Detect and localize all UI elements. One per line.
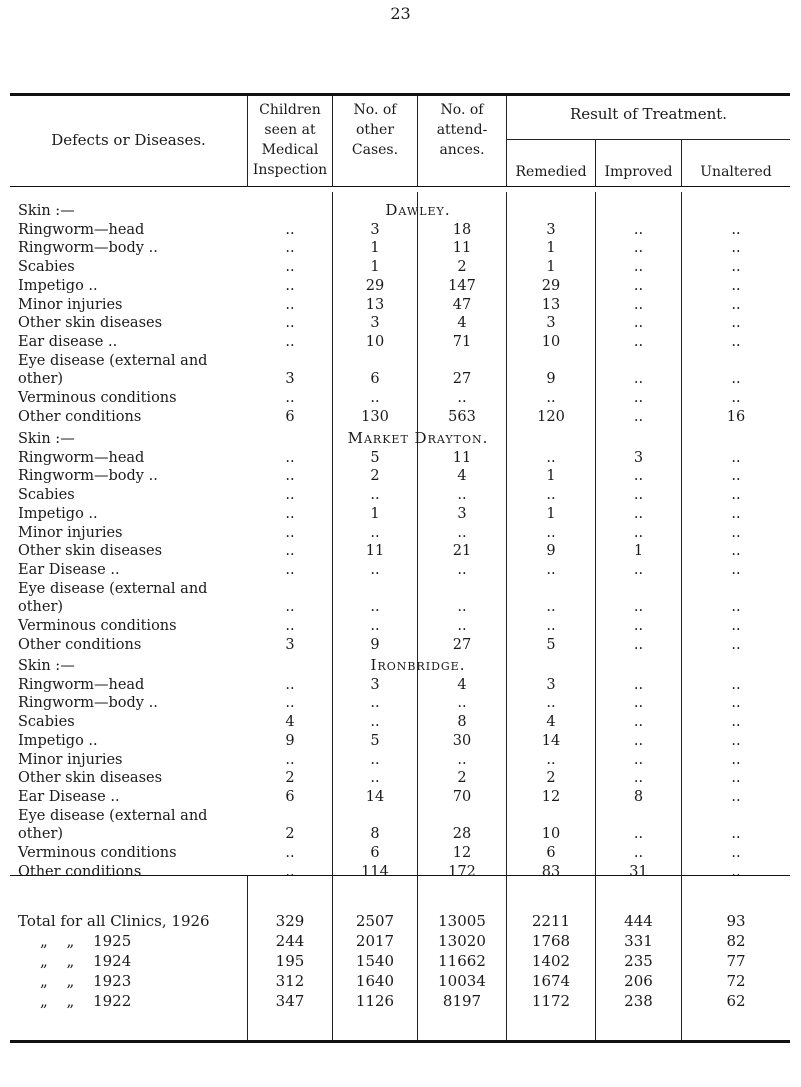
table-cell: 8: [457, 714, 467, 731]
row-label: Eye disease (external and: [18, 352, 208, 369]
table-cell: ..: [285, 468, 295, 485]
table-cell: ..: [633, 714, 644, 731]
total-cell: 1640: [355, 972, 395, 990]
table-cell: ..: [731, 315, 741, 332]
table-cell: 9: [546, 543, 556, 560]
total-cell: 1172: [531, 992, 571, 1010]
section-place-heading: Dawley.: [385, 201, 451, 219]
table-cell: 1: [546, 468, 556, 485]
table-cell: ..: [633, 845, 644, 861]
table-cell: 9: [285, 732, 295, 749]
table-cell: 1: [546, 505, 556, 522]
total-cell: 329: [275, 912, 305, 930]
table-cell: 6: [285, 408, 295, 425]
row-label: Ear Disease ..: [18, 561, 120, 578]
table-cell: ..: [546, 599, 556, 616]
table-cell: ..: [633, 390, 644, 406]
header-rule: [10, 186, 790, 187]
table-cell: ..: [731, 618, 741, 634]
row-label: Scabies: [18, 259, 75, 276]
total-row-label: Total for all Clinics, 1926: [18, 912, 210, 930]
total-cell: 206: [624, 972, 653, 990]
total-cell: 2017: [355, 932, 395, 950]
table-cell: ..: [546, 751, 556, 768]
table-cell: 3: [285, 636, 295, 653]
total-cell: 62: [726, 992, 746, 1010]
table-cell: ..: [457, 751, 467, 768]
table-cell: ..: [285, 240, 295, 257]
total-cell: 1768: [531, 932, 571, 950]
table-cell: ..: [731, 449, 741, 466]
table-cell: 2: [285, 770, 295, 787]
table-cell: 27: [452, 371, 472, 388]
row-label: Other conditions: [18, 408, 142, 425]
row-label: other): [18, 371, 64, 388]
row-label: Other skin diseases: [18, 315, 163, 332]
table-cell: 6: [370, 371, 380, 388]
total-cell: 331: [624, 932, 653, 950]
total-cell: 13020: [438, 932, 486, 950]
table-cell: ..: [731, 296, 741, 313]
table-cell: 70: [452, 788, 472, 805]
table-cell: ..: [633, 618, 644, 634]
table-cell: 114: [361, 863, 389, 880]
table-cell: ..: [731, 845, 741, 861]
row-label: Ringworm—body ..: [18, 695, 158, 712]
table-cell: 14: [541, 732, 561, 749]
total-cell: 1126: [355, 992, 395, 1010]
table-cell: 13: [541, 296, 561, 313]
table-cell: 9: [546, 371, 556, 388]
table-cell: ..: [731, 826, 741, 843]
table-cell: ..: [633, 561, 644, 578]
table-cell: 28: [452, 826, 472, 843]
total-cell: 8197: [442, 992, 482, 1010]
table-cell: ..: [633, 240, 644, 257]
table-cell: ..: [633, 259, 644, 276]
total-cell: 13005: [438, 912, 486, 930]
row-label: Verminous conditions: [18, 390, 177, 406]
table-cell: ..: [731, 240, 741, 257]
table-cell: ..: [457, 695, 467, 712]
row-label: Other skin diseases: [18, 543, 163, 560]
table-cell: 16: [726, 408, 746, 425]
table-cell: ..: [457, 618, 467, 634]
table-cell: ..: [370, 524, 380, 541]
result-subrule: [506, 139, 790, 140]
table-cell: ..: [285, 676, 295, 693]
row-label: Ear Disease ..: [18, 788, 120, 805]
table-cell: ..: [731, 221, 741, 238]
header-unaltered: Unaltered: [700, 164, 772, 180]
table-cell: ..: [546, 390, 556, 406]
table-cell: 3: [370, 221, 380, 238]
total-cell: 444: [624, 912, 653, 930]
table-cell: ..: [285, 449, 295, 466]
total-cell: 235: [624, 952, 653, 970]
table-cell: ..: [633, 676, 644, 693]
header-improved: Improved: [604, 164, 673, 180]
total-cell: 11662: [438, 952, 486, 970]
table-cell: 11: [452, 449, 472, 466]
table-cell: ..: [731, 543, 741, 560]
row-label: Scabies: [18, 487, 75, 504]
table-cell: ..: [633, 636, 644, 653]
total-cell: 238: [624, 992, 653, 1010]
page-number: 23: [390, 4, 411, 23]
table-cell: ..: [731, 788, 741, 805]
table-cell: ..: [370, 390, 380, 406]
table-cell: ..: [370, 561, 380, 578]
table-cell: ..: [285, 315, 295, 332]
table-cell: 30: [452, 732, 472, 749]
table-cell: ..: [633, 221, 644, 238]
table-cell: 14: [365, 788, 385, 805]
table-cell: ..: [370, 695, 380, 712]
row-label: Ringworm—body ..: [18, 468, 158, 485]
table-cell: 3: [546, 676, 556, 693]
table-cell: ..: [285, 863, 295, 880]
table-cell: 83: [541, 863, 561, 880]
row-label: Impetigo ..: [18, 277, 98, 294]
table-cell: 3: [546, 315, 556, 332]
row-label: Ear disease ..: [18, 333, 118, 350]
table-cell: 21: [452, 543, 472, 560]
table-cell: ..: [731, 524, 741, 541]
header-children: Children seen at Medical Inspection: [252, 102, 328, 178]
total-cell: 1540: [355, 952, 395, 970]
header-attendances: No. of attend- ances.: [436, 102, 488, 158]
row-label: other): [18, 826, 64, 843]
total-cell: 82: [726, 932, 746, 950]
table-cell: ..: [285, 333, 295, 350]
table-cell: 12: [541, 788, 561, 805]
table-cell: ..: [285, 543, 295, 560]
row-label: Verminous conditions: [18, 618, 177, 634]
bottom-rule: [10, 1040, 790, 1043]
row-label: Other conditions: [18, 636, 142, 653]
total-cell: 2507: [355, 912, 395, 930]
table-cell: 13: [365, 296, 385, 313]
table-cell: 2: [457, 259, 467, 276]
section-skin-label: Skin :—: [18, 203, 75, 219]
table-cell: ..: [285, 695, 295, 712]
table-cell: ..: [457, 524, 467, 541]
section-skin-label: Skin :—: [18, 658, 75, 674]
table-cell: 18: [452, 221, 472, 238]
row-label: Eye disease (external and: [18, 580, 208, 597]
total-cell: 1674: [531, 972, 571, 990]
table-cell: ..: [633, 487, 644, 504]
table-cell: 6: [546, 845, 556, 861]
row-label: Minor injuries: [18, 524, 123, 541]
table-cell: ..: [633, 751, 644, 768]
row-label: Other conditions: [18, 863, 142, 880]
row-label: Eye disease (external and: [18, 807, 208, 824]
table-cell: ..: [285, 296, 295, 313]
row-label: Ringworm—head: [18, 676, 145, 693]
table-cell: 71: [452, 333, 472, 350]
section-place-heading: Ironbridge.: [370, 656, 466, 674]
table-cell: ..: [633, 599, 644, 616]
total-cell: 10034: [438, 972, 486, 990]
header-other-cases: No. of other Cases.: [351, 102, 399, 158]
table-cell: ..: [633, 732, 644, 749]
table-cell: ..: [457, 599, 467, 616]
table-cell: 4: [457, 468, 467, 485]
table-cell: ..: [633, 524, 644, 541]
table-cell: 47: [452, 296, 472, 313]
table-cell: ..: [633, 826, 644, 843]
header-defects: Defects or Diseases.: [51, 131, 206, 149]
table-cell: ..: [731, 487, 741, 504]
table-cell: ..: [633, 315, 644, 332]
total-cell: 1402: [531, 952, 571, 970]
row-label: Other skin diseases: [18, 770, 163, 787]
table-cell: 5: [370, 449, 380, 466]
table-cell: 1: [546, 240, 556, 257]
table-cell: ..: [633, 333, 644, 350]
total-cell: 244: [275, 932, 305, 950]
table-cell: 147: [448, 277, 476, 294]
total-cell: 77: [726, 952, 746, 970]
row-label: Impetigo ..: [18, 505, 98, 522]
table-cell: 9: [370, 636, 380, 653]
row-label: Impetigo ..: [18, 732, 98, 749]
table-cell: 3: [457, 505, 467, 522]
table-cell: 6: [285, 788, 295, 805]
table-cell: 1: [370, 240, 380, 257]
table-cell: ..: [285, 751, 295, 768]
table-cell: ..: [457, 487, 467, 504]
table-cell: 3: [285, 371, 295, 388]
table-cell: 10: [365, 333, 385, 350]
total-cell: 312: [275, 972, 305, 990]
table-cell: ..: [731, 259, 741, 276]
table-cell: ..: [633, 770, 644, 787]
table-cell: ..: [285, 259, 295, 276]
table-cell: 120: [537, 408, 565, 425]
table-cell: 1: [546, 259, 556, 276]
table-cell: 12: [452, 845, 472, 861]
table-cell: 11: [452, 240, 472, 257]
table-cell: 10: [541, 826, 561, 843]
table-cell: ..: [546, 561, 556, 578]
table-cell: ..: [633, 408, 644, 425]
table-cell: ..: [633, 695, 644, 712]
table-cell: ..: [731, 599, 741, 616]
table-cell: ..: [546, 695, 556, 712]
table-cell: 2: [546, 770, 556, 787]
table-cell: ..: [731, 468, 741, 485]
table-cell: 2: [285, 826, 295, 843]
table-cell: ..: [731, 714, 741, 731]
table-cell: 3: [370, 676, 380, 693]
table-cell: ..: [633, 468, 644, 485]
table-cell: 3: [546, 221, 556, 238]
table-cell: ..: [731, 561, 741, 578]
table-cell: ..: [370, 599, 380, 616]
section-skin-label: Skin :—: [18, 431, 75, 447]
table-cell: ..: [731, 636, 741, 653]
header-remedied: Remedied: [515, 164, 587, 180]
table-cell: ..: [285, 487, 295, 504]
table-cell: 11: [365, 543, 385, 560]
table-cell: 4: [457, 315, 467, 332]
table-cell: ..: [285, 390, 295, 406]
row-label: Scabies: [18, 714, 75, 731]
table-cell: ..: [731, 371, 741, 388]
table-cell: ..: [731, 505, 741, 522]
table-cell: 29: [541, 277, 561, 294]
table-cell: 1: [633, 543, 644, 560]
table-cell: ..: [285, 524, 295, 541]
table-cell: ..: [370, 751, 380, 768]
table-cell: ..: [546, 449, 556, 466]
section-place-heading: Market Drayton.: [347, 429, 489, 447]
table-cell: ..: [731, 676, 741, 693]
table-cell: ..: [633, 371, 644, 388]
table-cell: ..: [633, 296, 644, 313]
table-cell: 2: [457, 770, 467, 787]
table-cell: ..: [633, 505, 644, 522]
table-cell: 1: [370, 259, 380, 276]
table-cell: ..: [731, 863, 741, 880]
table-cell: ..: [285, 845, 295, 861]
table-cell: ..: [633, 277, 644, 294]
table-cell: 3: [370, 315, 380, 332]
table-cell: 4: [457, 676, 467, 693]
table-cell: ..: [370, 487, 380, 504]
table-cell: ..: [731, 751, 741, 768]
row-label: Verminous conditions: [18, 845, 177, 861]
row-label: Ringworm—head: [18, 221, 145, 238]
table-cell: ..: [370, 618, 380, 634]
table-cell: ..: [457, 390, 467, 406]
table-cell: 4: [285, 714, 295, 731]
table-cell: 8: [633, 788, 644, 805]
row-label: Minor injuries: [18, 751, 123, 768]
table-cell: ..: [285, 561, 295, 578]
table-cell: ..: [546, 618, 556, 634]
table-cell: ..: [731, 277, 741, 294]
top-rule: [10, 93, 790, 96]
total-cell: 2211: [531, 912, 571, 930]
table-cell: 4: [546, 714, 556, 731]
table-cell: ..: [285, 505, 295, 522]
table-cell: ..: [731, 770, 741, 787]
table-cell: 172: [448, 863, 476, 880]
table-cell: 2: [370, 468, 380, 485]
table-cell: 3: [633, 449, 644, 466]
table-cell: ..: [731, 333, 741, 350]
total-cell: 347: [275, 992, 305, 1010]
table-cell: ..: [370, 770, 380, 787]
total-row-label: „ „ 1925: [40, 932, 132, 950]
table-cell: 130: [361, 408, 389, 425]
table-cell: ..: [285, 277, 295, 294]
row-label: Ringworm—head: [18, 449, 145, 466]
table-cell: ..: [546, 487, 556, 504]
table-cell: 1: [370, 505, 380, 522]
total-cell: 195: [275, 952, 305, 970]
table-cell: 563: [448, 408, 476, 425]
row-label: Ringworm—body ..: [18, 240, 158, 257]
header-result: Result of Treatment.: [569, 105, 728, 123]
table-cell: 5: [546, 636, 556, 653]
table-cell: 10: [541, 333, 561, 350]
table-cell: ..: [370, 714, 380, 731]
table-cell: 31: [629, 863, 648, 880]
table-cell: ..: [731, 390, 741, 406]
table-cell: 5: [370, 732, 380, 749]
total-row-label: „ „ 1924: [40, 952, 132, 970]
table-cell: ..: [285, 599, 295, 616]
table-cell: ..: [285, 618, 295, 634]
table-cell: ..: [546, 524, 556, 541]
total-row-label: „ „ 1923: [40, 972, 132, 990]
table-cell: ..: [457, 561, 467, 578]
table-cell: 29: [365, 277, 385, 294]
total-row-label: „ „ 1922: [40, 992, 132, 1010]
table-cell: 8: [370, 826, 380, 843]
table-cell: 27: [452, 636, 472, 653]
total-cell: 72: [726, 972, 746, 990]
table-cell: ..: [731, 695, 741, 712]
table-cell: ..: [285, 221, 295, 238]
table-cell: ..: [731, 732, 741, 749]
table-cell: 6: [370, 845, 380, 861]
row-label: Minor injuries: [18, 296, 123, 313]
row-label: other): [18, 599, 64, 616]
total-cell: 93: [726, 912, 746, 930]
